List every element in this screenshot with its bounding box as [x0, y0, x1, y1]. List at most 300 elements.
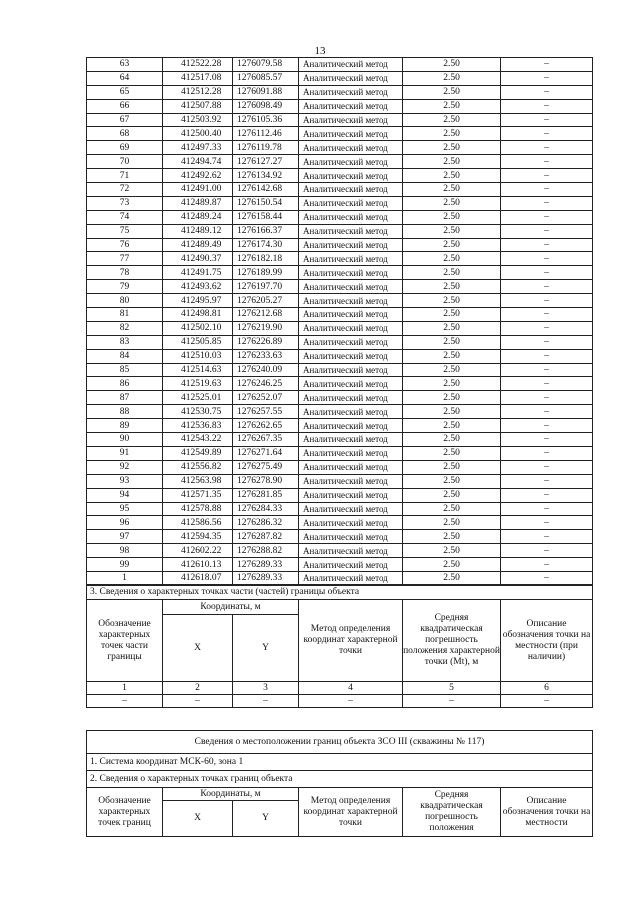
- description-cell: –: [501, 210, 593, 224]
- description-cell: –: [501, 558, 593, 572]
- description-cell: –: [501, 349, 593, 363]
- points-table-body: [87, 58, 593, 586]
- coord-x-cell: 412493.62: [163, 280, 233, 294]
- coord-y-cell: 1276284.33: [233, 502, 299, 516]
- method-cell: Аналитический метод: [299, 419, 403, 433]
- coord-y-cell: 1276212.68: [233, 308, 299, 322]
- column-number: 4: [299, 682, 403, 695]
- method-cell: Аналитический метод: [299, 363, 403, 377]
- accuracy-cell: 2.50: [403, 252, 501, 266]
- coord-y-cell: 1276271.64: [233, 446, 299, 460]
- point-number-cell: 97: [87, 530, 163, 544]
- point-number-cell: 73: [87, 196, 163, 210]
- coord-x-cell: 412492.62: [163, 169, 233, 183]
- description-cell: –: [501, 530, 593, 544]
- coord-x-cell: 412543.22: [163, 433, 233, 447]
- method-cell: Аналитический метод: [299, 85, 403, 99]
- point-number-cell: 63: [87, 58, 163, 72]
- section3-header-designation: Обозначение характерных точек части границы: [87, 600, 163, 682]
- accuracy-cell: 2.50: [403, 446, 501, 460]
- description-cell: –: [501, 335, 593, 349]
- point-number-cell: 86: [87, 377, 163, 391]
- method-cell: Аналитический метод: [299, 502, 403, 516]
- empty-cell: –: [87, 695, 163, 708]
- coord-y-cell: 1276226.89: [233, 335, 299, 349]
- point-number-cell: 99: [87, 558, 163, 572]
- table-row: [87, 58, 593, 72]
- method-cell: Аналитический метод: [299, 252, 403, 266]
- coord-y-cell: 1276252.07: [233, 391, 299, 405]
- coord-x-cell: 412618.07: [163, 571, 233, 585]
- point-number-cell: 82: [87, 321, 163, 335]
- point-number-cell: 70: [87, 155, 163, 169]
- table-row: [87, 85, 593, 99]
- accuracy-cell: 2.50: [403, 433, 501, 447]
- coord-y-cell: 1276134.92: [233, 169, 299, 183]
- description-cell: –: [501, 141, 593, 155]
- section3-header-y: Y: [233, 615, 299, 682]
- coord-y-cell: 1276166.37: [233, 224, 299, 238]
- column-number: 5: [403, 682, 501, 695]
- method-cell: Аналитический метод: [299, 308, 403, 322]
- point-number-cell: 77: [87, 252, 163, 266]
- accuracy-cell: 2.50: [403, 196, 501, 210]
- accuracy-cell: 2.50: [403, 571, 501, 585]
- point-number-cell: 84: [87, 349, 163, 363]
- table-row: [87, 196, 593, 210]
- point-number-cell: 88: [87, 405, 163, 419]
- page-number: 13: [314, 45, 326, 57]
- coord-y-cell: 1276119.78: [233, 141, 299, 155]
- table-row: [87, 474, 593, 488]
- coord-y-cell: 1276275.49: [233, 460, 299, 474]
- accuracy-cell: 2.50: [403, 335, 501, 349]
- method-cell: Аналитический метод: [299, 196, 403, 210]
- description-cell: –: [501, 99, 593, 113]
- coord-x-cell: 412505.85: [163, 335, 233, 349]
- point-number-cell: 75: [87, 224, 163, 238]
- method-cell: Аналитический метод: [299, 183, 403, 197]
- method-cell: Аналитический метод: [299, 391, 403, 405]
- table-row: [87, 377, 593, 391]
- description-cell: –: [501, 363, 593, 377]
- point-number-cell: 69: [87, 141, 163, 155]
- description-cell: –: [501, 460, 593, 474]
- description-cell: –: [501, 127, 593, 141]
- description-cell: –: [501, 571, 593, 585]
- coord-y-cell: 1276267.35: [233, 433, 299, 447]
- point-number-cell: 85: [87, 363, 163, 377]
- accuracy-cell: 2.50: [403, 238, 501, 252]
- coord-y-cell: 1276289.33: [233, 558, 299, 572]
- description-cell: –: [501, 183, 593, 197]
- accuracy-cell: 2.50: [403, 391, 501, 405]
- coord-y-cell: 1276257.55: [233, 405, 299, 419]
- accuracy-cell: 2.50: [403, 488, 501, 502]
- zone-header-method: Метод определения координат характерной точки: [299, 788, 403, 837]
- description-cell: –: [501, 294, 593, 308]
- table-row: [87, 169, 593, 183]
- section3-column-numbers: [87, 682, 593, 695]
- zone-title: Сведения о местоположении границ объекта ЗСО III (скважины № 117): [87, 731, 593, 754]
- point-number-cell: 87: [87, 391, 163, 405]
- method-cell: Аналитический метод: [299, 460, 403, 474]
- method-cell: Аналитический метод: [299, 238, 403, 252]
- coord-y-cell: 1276127.27: [233, 155, 299, 169]
- table-row: [87, 113, 593, 127]
- table-row: [87, 335, 593, 349]
- accuracy-cell: 2.50: [403, 71, 501, 85]
- accuracy-cell: 2.50: [403, 516, 501, 530]
- method-cell: Аналитический метод: [299, 224, 403, 238]
- coord-x-cell: 412514.63: [163, 363, 233, 377]
- coord-x-cell: 412497.33: [163, 141, 233, 155]
- table-row: [87, 516, 593, 530]
- coord-x-cell: 412522.28: [163, 58, 233, 72]
- coord-y-cell: 1276174.30: [233, 238, 299, 252]
- coord-x-cell: 412530.75: [163, 405, 233, 419]
- description-cell: –: [501, 224, 593, 238]
- accuracy-cell: 2.50: [403, 210, 501, 224]
- point-number-cell: 80: [87, 294, 163, 308]
- point-number-cell: 76: [87, 238, 163, 252]
- description-cell: –: [501, 169, 593, 183]
- coord-x-cell: 412586.56: [163, 516, 233, 530]
- coord-x-cell: 412610.13: [163, 558, 233, 572]
- coord-x-cell: 412498.81: [163, 308, 233, 322]
- table-row: [87, 391, 593, 405]
- description-cell: –: [501, 280, 593, 294]
- accuracy-cell: 2.50: [403, 308, 501, 322]
- empty-cell: –: [403, 695, 501, 708]
- table-row: [87, 433, 593, 447]
- accuracy-cell: 2.50: [403, 141, 501, 155]
- point-number-cell: 79: [87, 280, 163, 294]
- description-cell: –: [501, 433, 593, 447]
- section3-header-x: X: [163, 615, 233, 682]
- coord-x-cell: 412500.40: [163, 127, 233, 141]
- coord-x-cell: 412489.24: [163, 210, 233, 224]
- accuracy-cell: 2.50: [403, 85, 501, 99]
- method-cell: Аналитический метод: [299, 474, 403, 488]
- method-cell: Аналитический метод: [299, 377, 403, 391]
- accuracy-cell: 2.50: [403, 266, 501, 280]
- coord-y-cell: 1276240.09: [233, 363, 299, 377]
- point-number-cell: 91: [87, 446, 163, 460]
- table-row: [87, 71, 593, 85]
- method-cell: Аналитический метод: [299, 558, 403, 572]
- coord-x-cell: 412502.10: [163, 321, 233, 335]
- method-cell: Аналитический метод: [299, 71, 403, 85]
- coord-y-cell: 1276105.36: [233, 113, 299, 127]
- zone-header-x: X: [163, 801, 233, 837]
- coord-y-cell: 1276098.49: [233, 99, 299, 113]
- method-cell: Аналитический метод: [299, 321, 403, 335]
- accuracy-cell: 2.50: [403, 544, 501, 558]
- table-row: [87, 530, 593, 544]
- description-cell: –: [501, 488, 593, 502]
- coord-y-cell: 1276205.27: [233, 294, 299, 308]
- coord-y-cell: 1276150.54: [233, 196, 299, 210]
- accuracy-cell: 2.50: [403, 113, 501, 127]
- description-cell: –: [501, 196, 593, 210]
- accuracy-cell: 2.50: [403, 363, 501, 377]
- table-row: [87, 321, 593, 335]
- coord-x-cell: 412489.49: [163, 238, 233, 252]
- point-number-cell: 90: [87, 433, 163, 447]
- point-number-cell: 71: [87, 169, 163, 183]
- accuracy-cell: 2.50: [403, 155, 501, 169]
- coord-x-cell: 412494.74: [163, 155, 233, 169]
- section2-title: 2. Сведения о характерных точках границ объекта: [87, 771, 593, 788]
- accuracy-cell: 2.50: [403, 530, 501, 544]
- accuracy-cell: 2.50: [403, 460, 501, 474]
- point-number-cell: 94: [87, 488, 163, 502]
- coord-y-cell: 1276079.58: [233, 58, 299, 72]
- point-number-cell: 68: [87, 127, 163, 141]
- point-number-cell: 93: [87, 474, 163, 488]
- point-number-cell: 67: [87, 113, 163, 127]
- accuracy-cell: 2.50: [403, 558, 501, 572]
- zone-header-designation: Обозначение характерных точек границ: [87, 788, 163, 837]
- method-cell: Аналитический метод: [299, 266, 403, 280]
- coord-y-cell: 1276287.82: [233, 530, 299, 544]
- section3-header-method: Метод определения координат характерной точки: [299, 600, 403, 682]
- coord-y-cell: 1276091.88: [233, 85, 299, 99]
- accuracy-cell: 2.50: [403, 377, 501, 391]
- coord-x-cell: 412549.89: [163, 446, 233, 460]
- method-cell: Аналитический метод: [299, 127, 403, 141]
- coord-y-cell: 1276288.82: [233, 544, 299, 558]
- description-cell: –: [501, 58, 593, 72]
- coord-x-cell: 412510.03: [163, 349, 233, 363]
- table-row: [87, 488, 593, 502]
- method-cell: Аналитический метод: [299, 113, 403, 127]
- method-cell: Аналитический метод: [299, 155, 403, 169]
- table-row: [87, 210, 593, 224]
- point-number-cell: 98: [87, 544, 163, 558]
- accuracy-cell: 2.50: [403, 99, 501, 113]
- section3-table: [86, 584, 593, 708]
- method-cell: Аналитический метод: [299, 571, 403, 585]
- coord-x-cell: 412536.83: [163, 419, 233, 433]
- column-number: 2: [163, 682, 233, 695]
- point-number-cell: 74: [87, 210, 163, 224]
- point-number-cell: 64: [87, 71, 163, 85]
- method-cell: Аналитический метод: [299, 446, 403, 460]
- table-row: [87, 252, 593, 266]
- coord-y-cell: 1276219.90: [233, 321, 299, 335]
- table-row: [87, 349, 593, 363]
- coord-y-cell: 1276142.68: [233, 183, 299, 197]
- table-row: [87, 405, 593, 419]
- coord-y-cell: 1276233.63: [233, 349, 299, 363]
- points-table: [86, 57, 593, 586]
- coord-x-cell: 412489.87: [163, 196, 233, 210]
- empty-cell: –: [233, 695, 299, 708]
- coord-x-cell: 412490.37: [163, 252, 233, 266]
- method-cell: Аналитический метод: [299, 280, 403, 294]
- coord-x-cell: 412519.63: [163, 377, 233, 391]
- accuracy-cell: 2.50: [403, 419, 501, 433]
- table-row: [87, 155, 593, 169]
- point-number-cell: 81: [87, 308, 163, 322]
- method-cell: Аналитический метод: [299, 141, 403, 155]
- coord-system: 1. Система координат МСК-60, зона 1: [87, 754, 593, 771]
- description-cell: –: [501, 502, 593, 516]
- description-cell: –: [501, 308, 593, 322]
- description-cell: –: [501, 321, 593, 335]
- coord-y-cell: 1276289.33: [233, 571, 299, 585]
- method-cell: Аналитический метод: [299, 335, 403, 349]
- empty-cell: –: [501, 695, 593, 708]
- description-cell: –: [501, 391, 593, 405]
- description-cell: –: [501, 113, 593, 127]
- description-cell: –: [501, 252, 593, 266]
- method-cell: Аналитический метод: [299, 544, 403, 558]
- coord-x-cell: 412571.35: [163, 488, 233, 502]
- column-number: 1: [87, 682, 163, 695]
- coord-x-cell: 412578.88: [163, 502, 233, 516]
- coord-y-cell: 1276278.90: [233, 474, 299, 488]
- method-cell: Аналитический метод: [299, 99, 403, 113]
- coord-y-cell: 1276246.25: [233, 377, 299, 391]
- section3-header-description: Описание обозначения точки на местности (при наличии): [501, 600, 593, 682]
- coord-x-cell: 412525.01: [163, 391, 233, 405]
- accuracy-cell: 2.50: [403, 183, 501, 197]
- table-row: [87, 558, 593, 572]
- point-number-cell: 66: [87, 99, 163, 113]
- table-row: [87, 224, 593, 238]
- empty-cell: –: [299, 695, 403, 708]
- accuracy-cell: 2.50: [403, 349, 501, 363]
- method-cell: Аналитический метод: [299, 405, 403, 419]
- accuracy-cell: 2.50: [403, 169, 501, 183]
- coord-y-cell: 1276182.18: [233, 252, 299, 266]
- table-row: [87, 280, 593, 294]
- description-cell: –: [501, 516, 593, 530]
- coord-y-cell: 1276262.65: [233, 419, 299, 433]
- accuracy-cell: 2.50: [403, 474, 501, 488]
- coord-y-cell: 1276189.99: [233, 266, 299, 280]
- coord-x-cell: 412491.75: [163, 266, 233, 280]
- coord-x-cell: 412489.12: [163, 224, 233, 238]
- zone-header-y: Y: [233, 801, 299, 837]
- point-number-cell: 72: [87, 183, 163, 197]
- table-row: [87, 502, 593, 516]
- coord-x-cell: 412517.08: [163, 71, 233, 85]
- coord-x-cell: 412563.98: [163, 474, 233, 488]
- coord-x-cell: 412556.82: [163, 460, 233, 474]
- section3-header-coordinates: Координаты, м: [163, 600, 299, 615]
- description-cell: –: [501, 71, 593, 85]
- table-row: [87, 308, 593, 322]
- point-number-cell: 78: [87, 266, 163, 280]
- description-cell: –: [501, 238, 593, 252]
- coord-y-cell: 1276158.44: [233, 210, 299, 224]
- column-number: 3: [233, 682, 299, 695]
- coord-x-cell: 412503.92: [163, 113, 233, 127]
- description-cell: –: [501, 405, 593, 419]
- table-row: [87, 141, 593, 155]
- accuracy-cell: 2.50: [403, 58, 501, 72]
- method-cell: Аналитический метод: [299, 349, 403, 363]
- description-cell: –: [501, 446, 593, 460]
- point-number-cell: 83: [87, 335, 163, 349]
- description-cell: –: [501, 419, 593, 433]
- description-cell: –: [501, 155, 593, 169]
- coord-x-cell: 412594.35: [163, 530, 233, 544]
- method-cell: Аналитический метод: [299, 210, 403, 224]
- point-number-cell: 96: [87, 516, 163, 530]
- accuracy-cell: 2.50: [403, 405, 501, 419]
- accuracy-cell: 2.50: [403, 502, 501, 516]
- coord-x-cell: 412602.22: [163, 544, 233, 558]
- accuracy-cell: 2.50: [403, 127, 501, 141]
- method-cell: Аналитический метод: [299, 294, 403, 308]
- accuracy-cell: 2.50: [403, 280, 501, 294]
- table-row: [87, 460, 593, 474]
- section3-title: 3. Сведения о характерных точках части (частей) границы объекта: [87, 585, 593, 600]
- method-cell: Аналитический метод: [299, 488, 403, 502]
- accuracy-cell: 2.50: [403, 321, 501, 335]
- coord-y-cell: 1276286.32: [233, 516, 299, 530]
- empty-cell: –: [163, 695, 233, 708]
- method-cell: Аналитический метод: [299, 58, 403, 72]
- description-cell: –: [501, 266, 593, 280]
- zone-header-description: Описание обозначения точки на местности: [501, 788, 593, 837]
- coord-x-cell: 412491.00: [163, 183, 233, 197]
- description-cell: –: [501, 474, 593, 488]
- table-row: [87, 127, 593, 141]
- accuracy-cell: 2.50: [403, 294, 501, 308]
- coord-y-cell: 1276281.85: [233, 488, 299, 502]
- description-cell: –: [501, 85, 593, 99]
- accuracy-cell: 2.50: [403, 224, 501, 238]
- column-number: 6: [501, 682, 593, 695]
- table-row: [87, 363, 593, 377]
- method-cell: Аналитический метод: [299, 433, 403, 447]
- zone-table: [86, 730, 593, 837]
- coord-x-cell: 412512.28: [163, 85, 233, 99]
- section3-empty-row: [87, 695, 593, 708]
- description-cell: –: [501, 544, 593, 558]
- table-row: [87, 99, 593, 113]
- description-cell: –: [501, 377, 593, 391]
- method-cell: Аналитический метод: [299, 530, 403, 544]
- coord-x-cell: 412495.97: [163, 294, 233, 308]
- coord-x-cell: 412507.88: [163, 99, 233, 113]
- table-row: [87, 266, 593, 280]
- table-row: [87, 294, 593, 308]
- table-row: [87, 419, 593, 433]
- point-number-cell: 92: [87, 460, 163, 474]
- table-row: [87, 446, 593, 460]
- table-row: [87, 183, 593, 197]
- point-number-cell: 1: [87, 571, 163, 585]
- zone-header-coordinates: Координаты, м: [163, 788, 299, 801]
- coord-y-cell: 1276112.46: [233, 127, 299, 141]
- method-cell: Аналитический метод: [299, 516, 403, 530]
- method-cell: Аналитический метод: [299, 169, 403, 183]
- point-number-cell: 65: [87, 85, 163, 99]
- coord-y-cell: 1276197.70: [233, 280, 299, 294]
- point-number-cell: 95: [87, 502, 163, 516]
- table-row: [87, 544, 593, 558]
- section3-header-accuracy: Средняя квадратическая погрешность положения характерной точки (Mt), м: [403, 600, 501, 682]
- table-row: [87, 238, 593, 252]
- zone-header-accuracy: Средняя квадратическая погрешность положения: [403, 788, 501, 837]
